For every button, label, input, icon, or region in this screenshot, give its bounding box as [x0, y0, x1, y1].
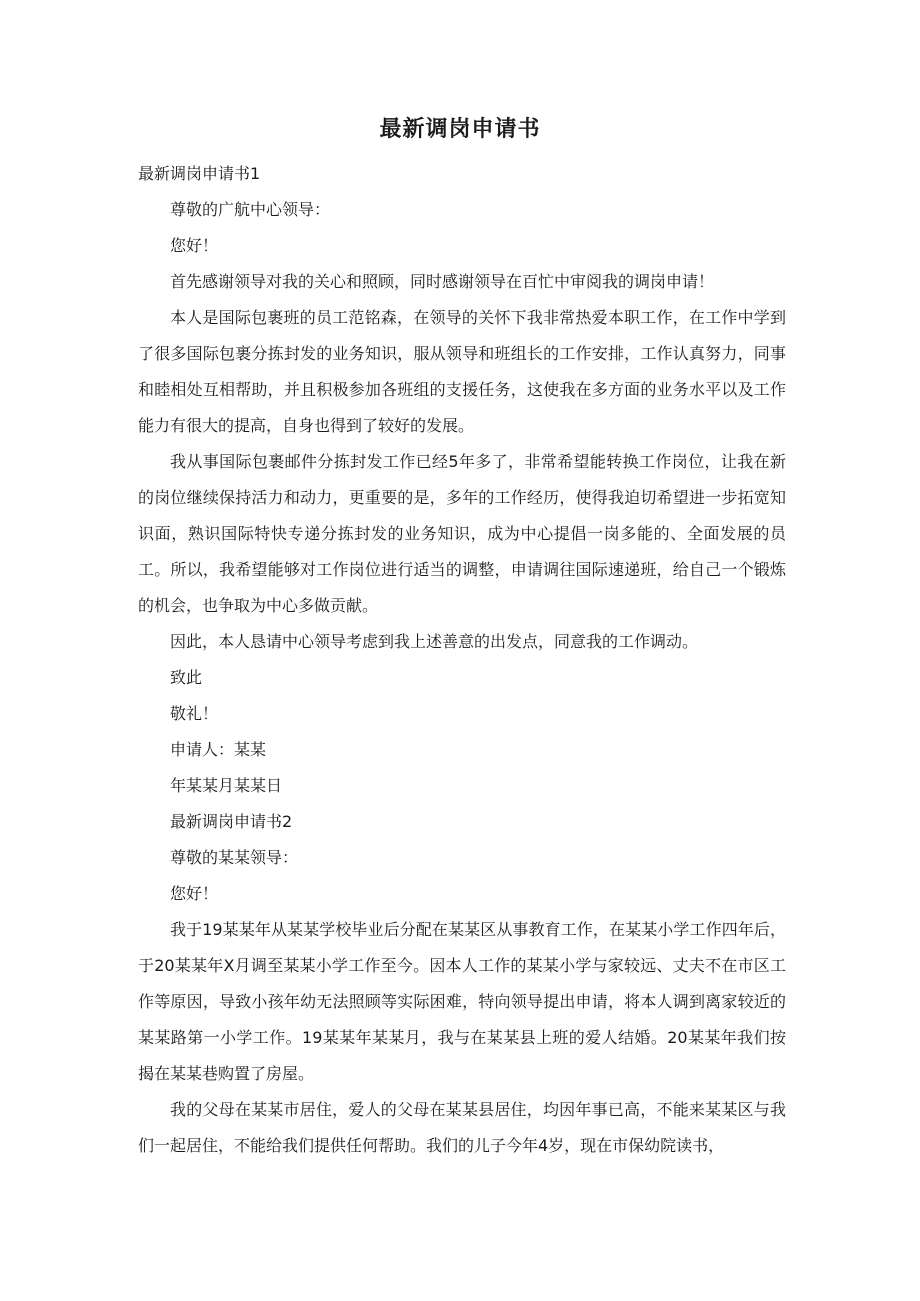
salutation: 尊敬的某某领导： — [170, 848, 299, 867]
paragraph: 我于19某某年从某某学校毕业后分配在某某区从事教育工作，在某某小学工作四年后，于20某某年X月调至某某小学工作至今。因本人工作的某某小学与家较远、丈夫不在市区工作等原因，导致小孩年幼无法照顾等实际困难，特向领导提出申请，将本人调到离家较近的某某路第一小学工作。19某某年某某月，我与在某某县上班的爱人结婚。20某某年我们按揭在某某巷购置了房屋。 — [138, 920, 786, 1083]
greeting: 您好！ — [170, 884, 219, 903]
paragraph: 我从事国际包裹邮件分拣封发工作已经5年多了，非常希望能转换工作岗位，让我在新的岗位继续保持活力和动力，更重要的是，多年的工作经历，使得我迫切希望进一步拓宽知识面，熟识国际特快专递分拣封发的业务知识，成为中心提倡一岗多能的、全面发展的员工。所以，我希望能够对工作岗位进行适当的调整，申请调往国际速递班，给自己一个锻炼的机会，也争取为中心多做贡献。 — [138, 452, 786, 615]
document-body — [138, 156, 786, 1164]
paragraph: 首先感谢领导对我的关心和照顾，同时感谢领导在百忙中审阅我的调岗申请！ — [170, 272, 715, 291]
paragraph: 本人是国际包裹班的员工范铭森，在领导的关怀下我非常热爱本职工作，在工作中学到了很多国际包裹分拣封发的业务知识，服从领导和班组长的工作安排，工作认真努力，同事和睦相处互相帮助，并且积极参加各班组的支援任务，这使我在多方面的业务水平以及工作能力有很大的提高，自身也得到了较好的发展。 — [138, 308, 786, 435]
section-heading-1: 最新调岗申请书1 — [138, 164, 261, 183]
greeting: 您好！ — [170, 236, 219, 255]
closing: 致此 — [170, 668, 203, 687]
applicant-line: 申请人：某某 — [170, 740, 267, 759]
salutation: 尊敬的广航中心领导： — [170, 200, 331, 219]
closing-salute: 敬礼！ — [170, 704, 219, 723]
paragraph: 我的父母在某某市居住，爱人的父母在某某县居住，均因年事已高，不能来某某区与我们一起居住，不能给我们提供任何帮助。我们的儿子今年4岁，现在市保幼院读书， — [138, 1100, 786, 1155]
date-line: 年某某月某某日 — [170, 776, 283, 795]
document-title: 最新调岗申请书 — [379, 117, 541, 142]
paragraph: 因此，本人恳请中心领导考虑到我上述善意的出发点，同意我的工作调动。 — [170, 632, 699, 651]
section-heading-2: 最新调岗申请书2 — [170, 812, 293, 831]
